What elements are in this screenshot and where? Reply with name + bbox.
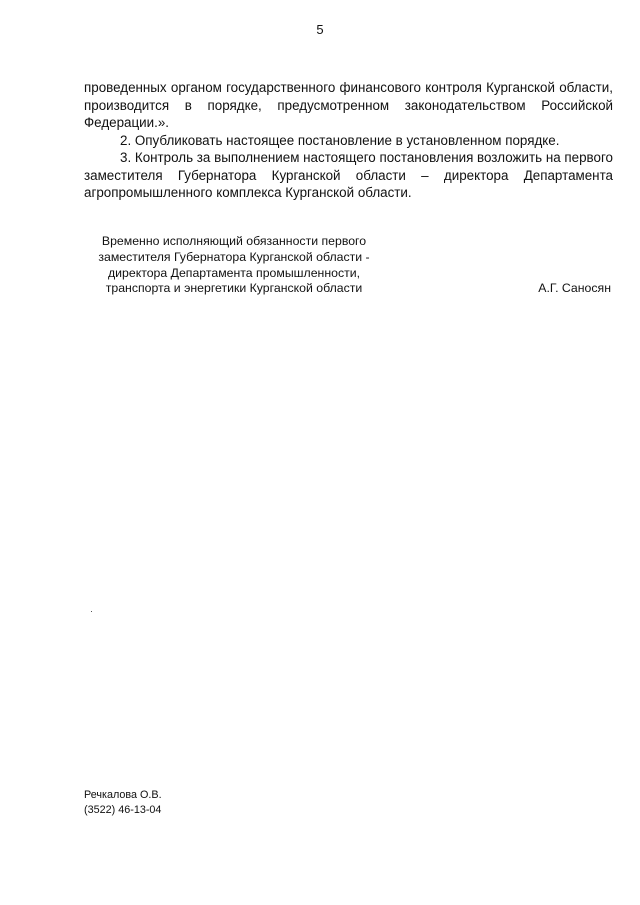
page-number: 5 [316, 22, 324, 37]
executor-name: Речкалова О.В. [84, 789, 162, 801]
position-line: Временно исполняющий обязанности первого [101, 234, 367, 248]
document-body [84, 79, 613, 202]
signatory-name: А.Г. Саносян [538, 281, 611, 295]
position-line: заместителя Губернатора Курганской области - [98, 249, 370, 264]
paragraph-control: 3. Контроль за выполнением настоящего постановления возложить на первого заместителя Губернатора Курганской области – директора Департамента агропромышленного комплекса Курганской области. [84, 150, 613, 200]
signatory-position [84, 234, 384, 297]
paragraph-continuation: проведенных органом государственного финансового контроля Курганской области, производится в порядке, предусмотренном законодательством Российской Федерации.». [84, 80, 613, 130]
position-line: транспорта и энергетики Курганской области [105, 281, 363, 296]
executor-footer [84, 788, 162, 818]
paragraph-publish: 2. Опубликовать настоящее постановление в установленном порядке. [120, 132, 560, 148]
scan-dot [91, 611, 92, 612]
executor-phone: (3522) 46-13-04 [84, 804, 162, 816]
position-line: директора Департамента промышленности, [107, 265, 361, 280]
